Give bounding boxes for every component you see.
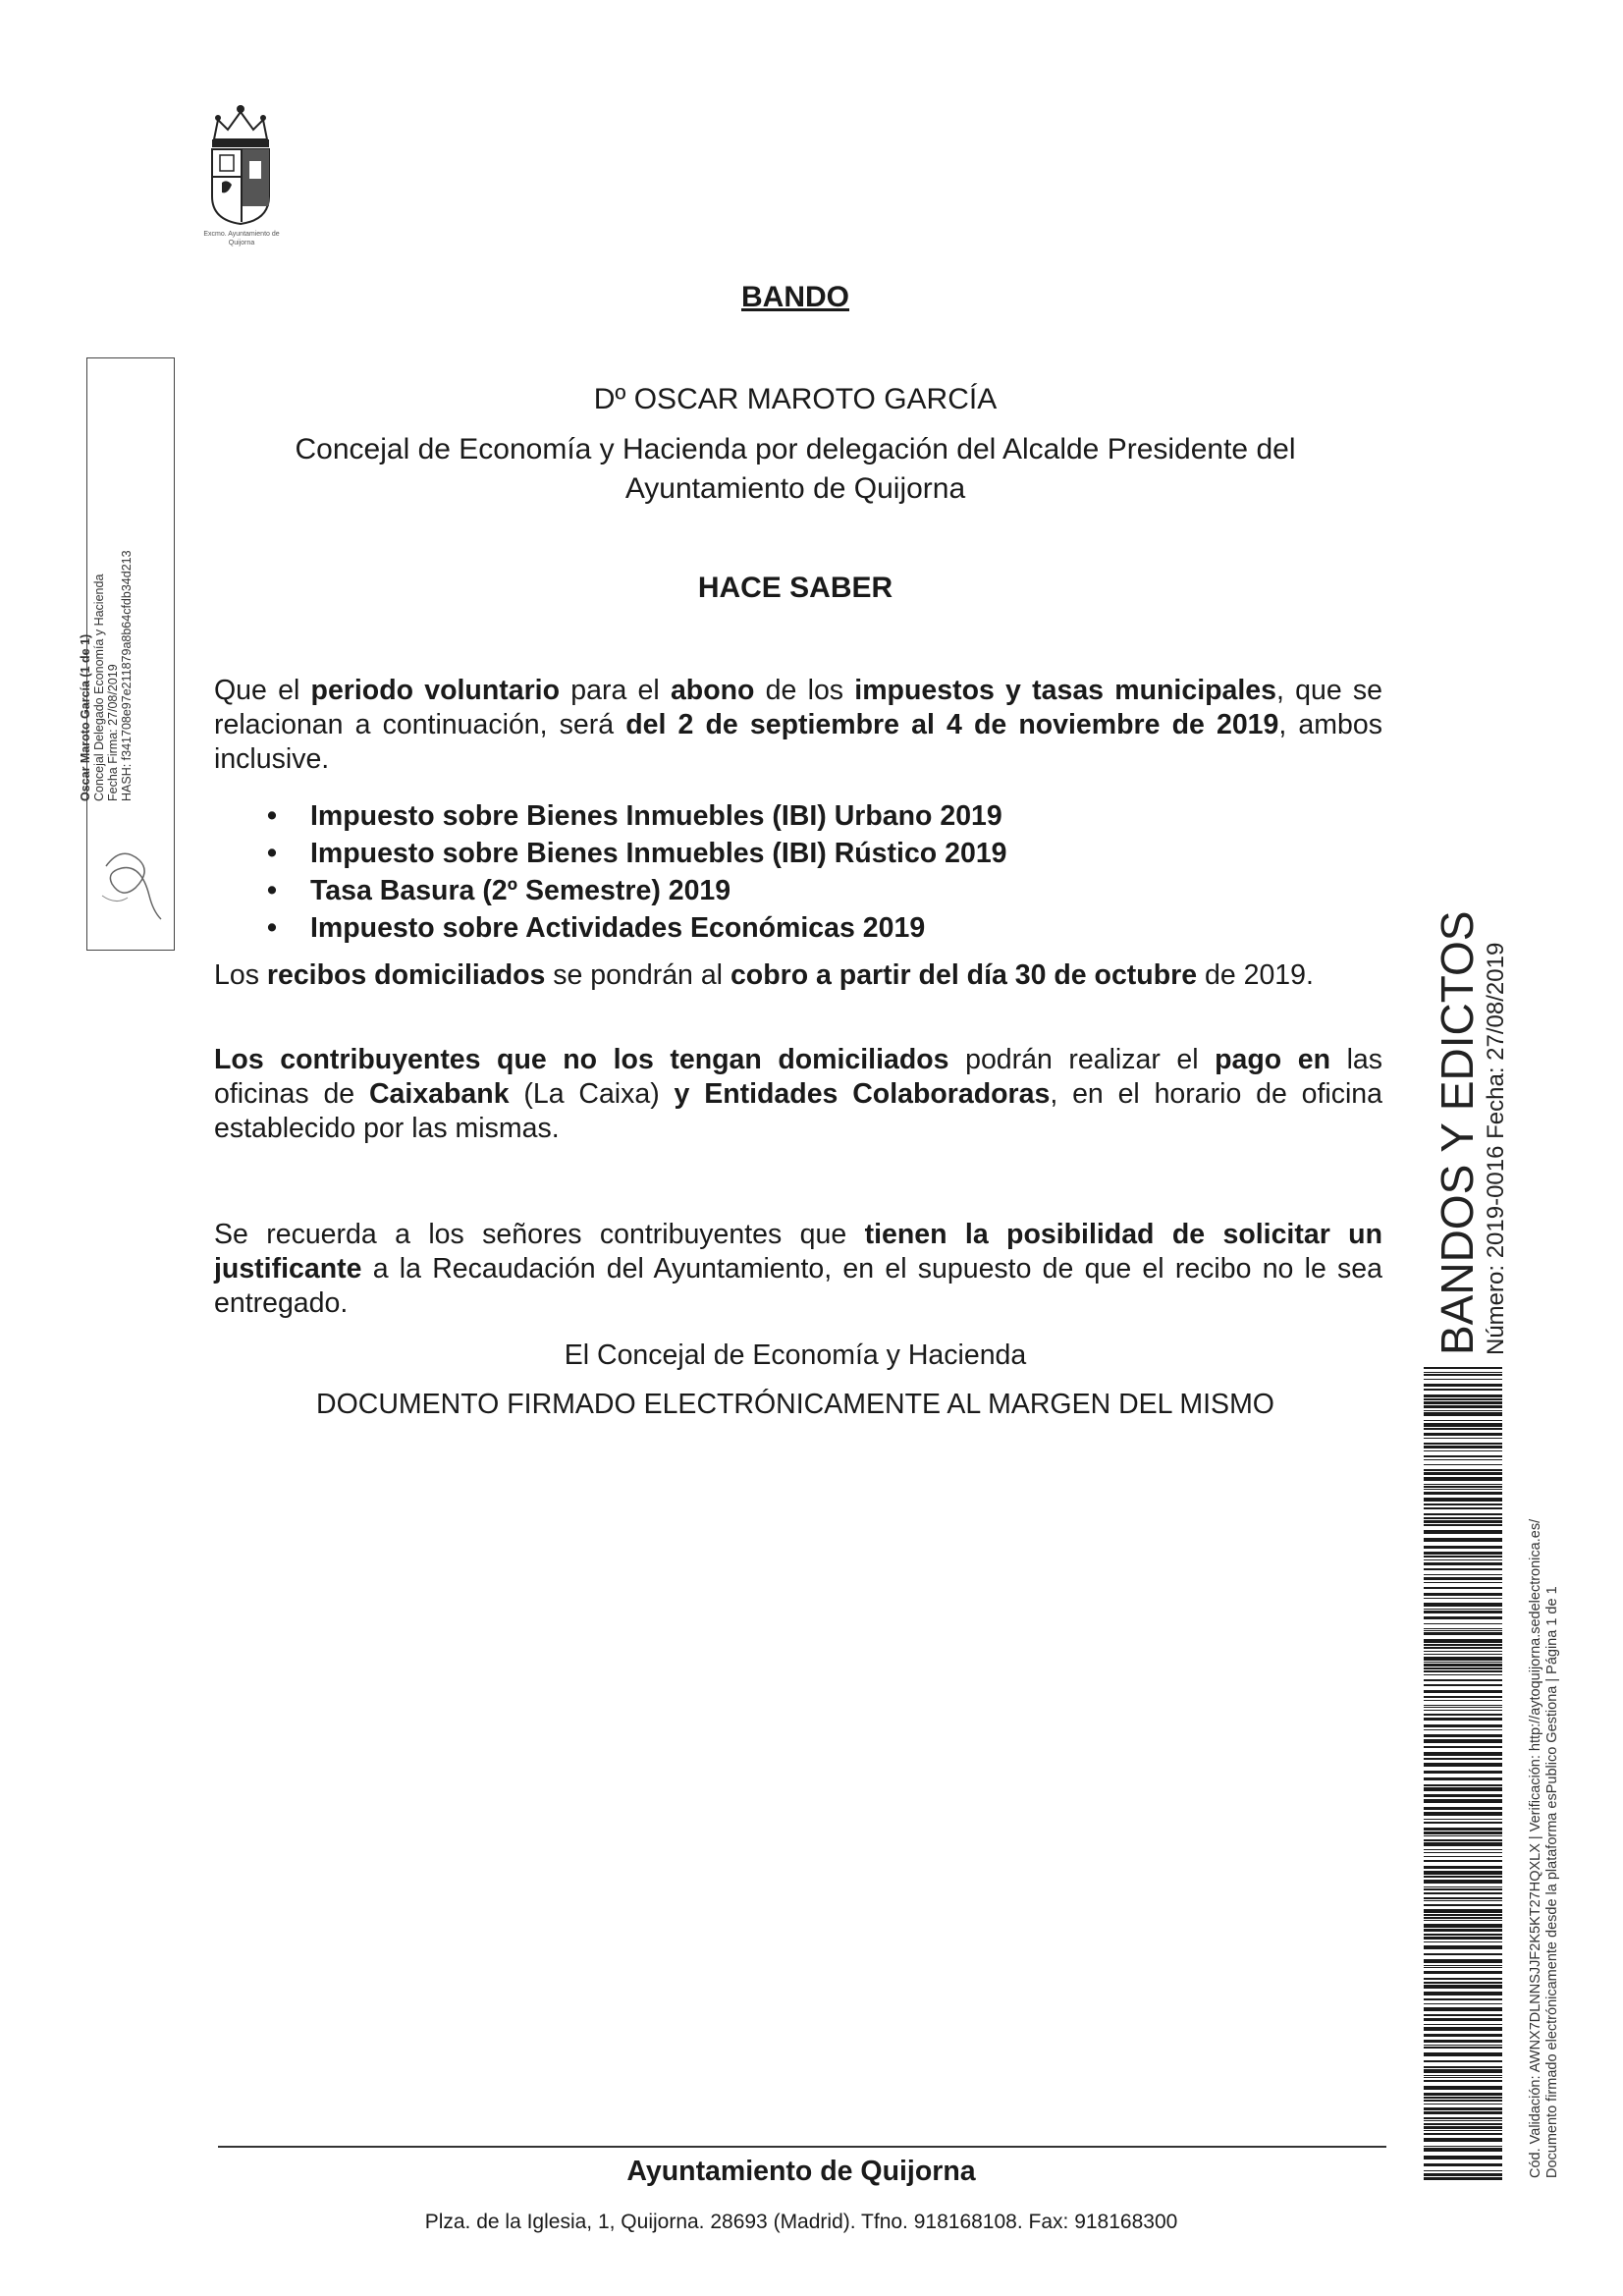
official-role-line1: Concejal de Economía y Hacienda por delegación del Alcalde Presidente del (295, 433, 1296, 465)
bold-run: impuestos y tasas municipales (854, 675, 1276, 706)
bold-run: recibos domiciliados (266, 959, 546, 991)
bold-run: del 2 de septiembre al 4 de noviembre de 2019 (625, 709, 1279, 740)
official-name: Dº OSCAR MAROTO GARCÍA (593, 383, 998, 415)
text-run: podrán realizar el (948, 1044, 1216, 1075)
bullet-icon: • (267, 875, 277, 906)
barcode (1424, 1367, 1502, 2182)
text-run: (La Caixa) (509, 1078, 675, 1110)
signature-title: El Concejal de Economía y Hacienda (564, 1339, 1027, 1371)
crest-caption: Excmo. Ayuntamiento de Quijorna (203, 231, 280, 246)
text-run: , en el horario de oficina establecido por las mismas. (214, 1078, 1383, 1144)
tax-name: Impuesto sobre Bienes Inmuebles (IBI) Urbano 2019 (310, 800, 1002, 832)
text-run: para el (560, 675, 671, 706)
signer-name: Oscar Maroto García (1 de 1) (79, 633, 92, 801)
bold-run: abono (670, 675, 755, 706)
tax-name: Impuesto sobre Actividades Económicas 2019 (310, 912, 926, 944)
payment-period-paragraph (214, 674, 1382, 777)
registry-title: BANDOS Y EDICTOS (1432, 910, 1483, 1355)
receipt-reminder-paragraph (214, 1218, 1382, 1321)
bullet-icon: • (267, 838, 277, 869)
verification-platform: Documento firmado electrónicamente desde la plataforma esPublico Gestiona | Página 1 de 1 (1544, 1586, 1560, 2178)
announcement-heading: HACE SABER (697, 572, 893, 604)
payment-offices-paragraph (214, 1043, 1382, 1146)
official-role (265, 430, 1325, 509)
text-run: se pondrán al (545, 959, 730, 991)
tax-list (267, 797, 1007, 947)
list-item (267, 835, 1007, 872)
bold-run: periodo voluntario (310, 675, 561, 706)
signature-mark-icon (92, 837, 167, 925)
signature-stamp-text (79, 467, 167, 801)
signature-hash: HASH: f341708e97e211879a8b64cfdb34d213 (120, 550, 134, 801)
bold-run: cobro a partir del día 30 de octubre (730, 959, 1198, 991)
verification-code: Cód. Validación: AWNX7DLNNSJJF2K5KT27HQXLX | Verificación: http://aytoquijorna.sedelectronica.es/ (1528, 1518, 1543, 2178)
tax-name: Tasa Basura (2º Semestre) 2019 (310, 875, 731, 906)
text-run: a la Recaudación del Ayuntamiento, en el supuesto de que el recibo no le sea entregado. (214, 1253, 1382, 1319)
footer-address: Plza. de la Iglesia, 1, Quijorna. 28693 (Madrid). Tfno. 918168108. Fax: 918168300 (424, 2211, 1178, 2233)
bold-run: tienen la posibilidad de solicitar un justificante (214, 1219, 1382, 1285)
bullet-icon: • (267, 912, 277, 944)
official-role-line2: Ayuntamiento de Quijorna (624, 472, 966, 505)
signer-role: Concejal Delegado Economía y Hacienda (92, 574, 106, 801)
registry-number-date: Número: 2019-0016 Fecha: 27/08/2019 (1483, 942, 1509, 1355)
bold-run: y Entidades Colaboradoras (674, 1078, 1051, 1110)
text-run: Que el (214, 675, 311, 706)
bold-run: pago en (1215, 1044, 1331, 1075)
text-run: Se recuerda a los señores contribuyentes que (214, 1219, 865, 1250)
electronic-signature-note: DOCUMENTO FIRMADO ELECTRÓNICAMENTE AL MARGEN DEL MISMO (316, 1389, 1274, 1420)
list-item (267, 909, 1007, 947)
list-item (267, 797, 1007, 835)
document-title: BANDO (741, 281, 849, 313)
list-item (267, 872, 1007, 909)
bullet-icon: • (267, 800, 277, 832)
text-run: de 2019. (1197, 959, 1314, 991)
text-run: las oficinas de (214, 1044, 1382, 1110)
footer-institution: Ayuntamiento de Quijorna (626, 2156, 976, 2187)
bold-run: Caixabank (368, 1078, 510, 1110)
direct-debit-paragraph (214, 958, 1382, 993)
text-run: de los (754, 675, 855, 706)
text-run: Los (214, 959, 267, 991)
text-run: , ambos inclusive. (214, 709, 1382, 775)
tax-name: Impuesto sobre Bienes Inmuebles (IBI) Rústico 2019 (310, 838, 1007, 869)
bold-run: Los contribuyentes que no los tengan domiciliados (214, 1044, 949, 1075)
footer-divider (218, 2146, 1386, 2148)
text-run: , que se relacionan a continuación, será (214, 675, 1383, 740)
verification-text (1528, 1373, 1561, 2178)
signature-date: Fecha Firma: 27/08/2019 (106, 664, 120, 801)
